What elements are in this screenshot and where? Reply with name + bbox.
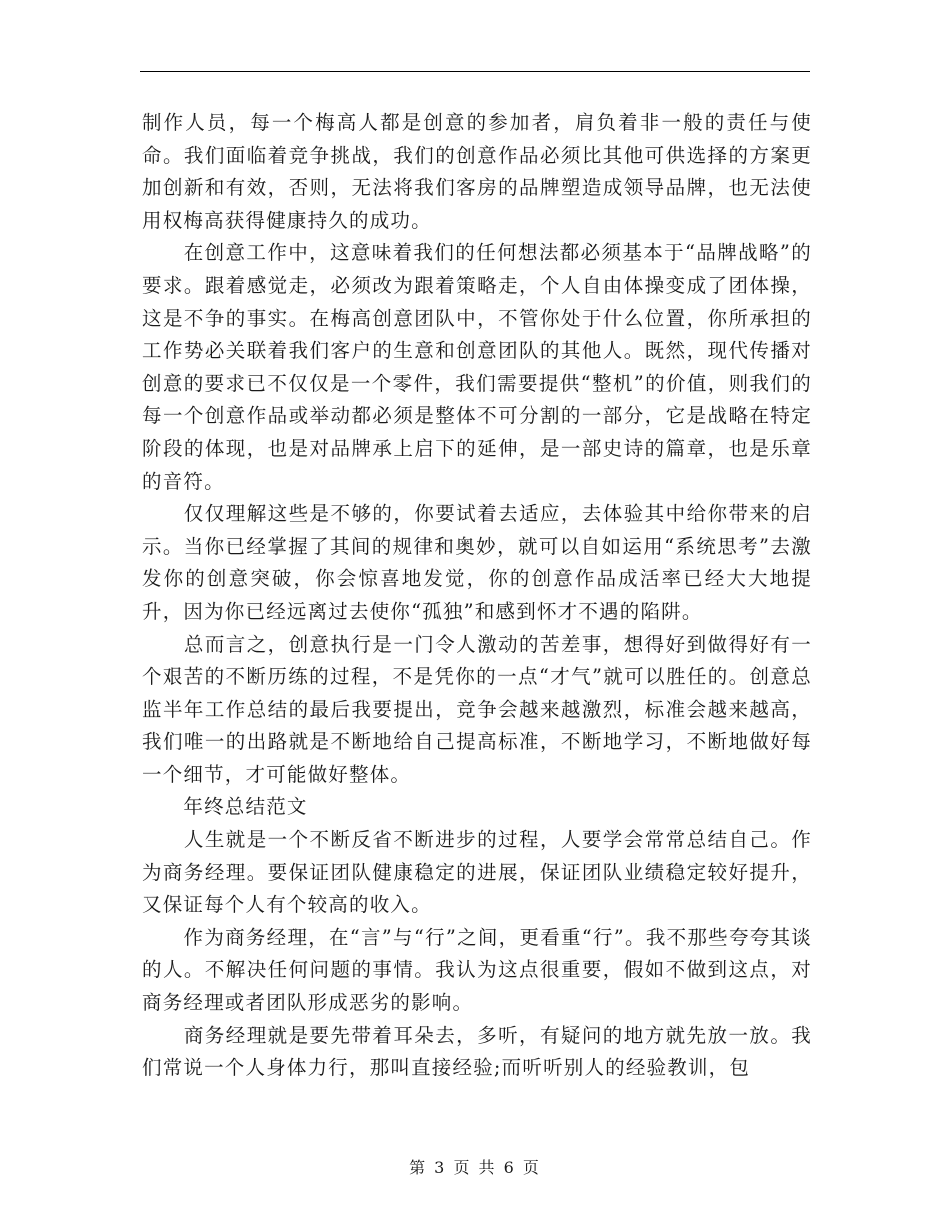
paragraph-3: 仅仅理解这些是不够的，你要试着去适应，去体验其中给你带来的启示。当你已经掌握了其间的规律和奥妙，就可以自如运用“系统思考”去激发你的创意突破，你会惊喜地发觉，你的创意作品成活率已经大大地提升，因为你已经远离过去使你“孤独”和感到怀才不遇的陷阱。 — [142, 502, 812, 623]
paragraph-6: 作为商务经理，在“言”与“行”之间，更看重“行”。我不那些夸夸其谈的人。不解决任何问题的事情。我认为这点很重要，假如不做到这点，对商务经理或者团队形成恶劣的影响。 — [142, 925, 812, 1015]
paragraph-7: 商务经理就是要先带着耳朵去，多听，有疑问的地方就先放一放。我们常说一个人身体力行，那叫直接经验;而听听别人的经验教训，包 — [142, 1023, 812, 1080]
header-rule — [140, 71, 810, 72]
page-footer: 第 3 页 共 6 页 — [409, 1158, 541, 1177]
section-heading: 年终总结范文 — [142, 795, 308, 819]
paragraph-1: 制作人员，每一个梅高人都是创意的参加者，肩负着非一般的责任与使命。我们面临着竞争挑战，我们的创意作品必须比其他可供选择的方案更加创新和有效，否则，无法将我们客房的品牌塑造成领导品牌，也无法使用权梅高获得健康持久的成功。 — [142, 111, 812, 232]
paragraph-4: 总而言之，创意执行是一门令人激动的苦差事，想得好到做得好有一个艰苦的不断历练的过程，不是凭你的一点“才气”就可以胜任的。创意总监半年工作总结的最后我要提出，竞争会越来越激烈，标准会越来越高，我们唯一的出路就是不断地给自己提高标准，不断地学习，不断地做好每一个细节，才可能做好整体。 — [142, 632, 812, 786]
document-body — [142, 107, 812, 1085]
paragraph-2: 在创意工作中，这意味着我们的任何想法都必须基本于“品牌战略”的要求。跟着感觉走，必须改为跟着策略走，个人自由体操变成了团体操，这是不争的事实。在梅高创意团队中，不管你处于什么位置，你所承担的工作势必关联着我们客户的生意和创意团队的其他人。既然，现代传播对创意的要求已不仅仅是一个零件，我们需要提供“整机”的价值，则我们的每一个创意作品或举动都必须是整体不可分割的一部分，它是战略在特定阶段的体现，也是对品牌承上启下的延伸，是一部史诗的篇章，也是乐章的音符。 — [142, 241, 812, 493]
paragraph-5: 人生就是一个不断反省不断进步的过程，人要学会常常总结自己。作为商务经理。要保证团队健康稳定的进展，保证团队业绩稳定较好提升，又保证每个人有个较高的收入。 — [142, 828, 812, 917]
